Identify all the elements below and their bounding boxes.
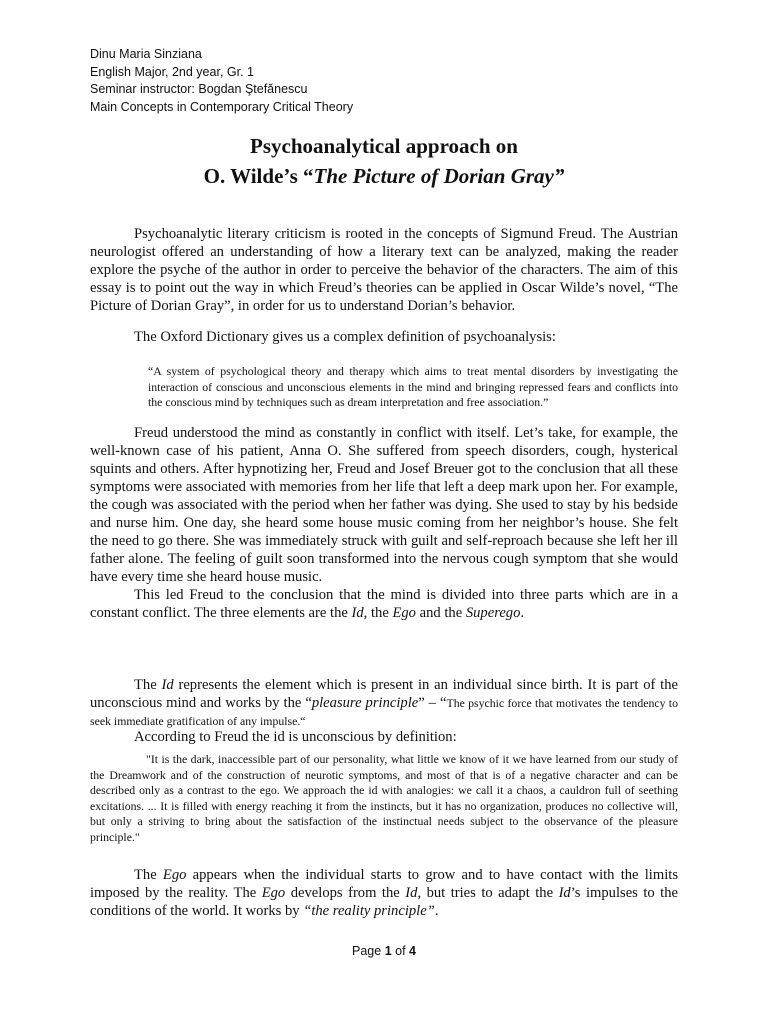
text-run: ” – “: [418, 695, 447, 711]
paragraph-anna-o: [90, 424, 678, 586]
text-run: , but tries to adapt the: [417, 885, 559, 901]
title-book-name: The Picture of Dorian Gray”: [313, 164, 565, 188]
page-footer: [0, 944, 768, 958]
course-subject: Main Concepts in Contemporary Critical Theory: [90, 99, 354, 114]
page-label: Page: [352, 944, 385, 958]
term-ego: Ego: [162, 867, 187, 883]
paragraph-anna-o-text: Freud understood the mind as constantly in conflict with itself. Let’s take, for example, the well-known case of his patient, Anna O. She suffered from speech disorders, cough, hysterical squints and others. After hypnotizing her, Freud and Josef Breuer got to the conclusion that all these symptoms were associated with memories from her life that left a deep mark upon her. For example, the cough was associated with the period when her father was dying. She used to stay by his bedside and nurse him. One day, she heard some house music coming from her neighbor’s house. She felt the need to go there. She was immediately struck with guilt and self-reproach because she left her ill father alone. The feeling of guilt soon transformed into the nervous cough symptom that she would have every time she heard house music.: [90, 425, 678, 585]
text-run: .: [520, 605, 525, 621]
oxford-definition-quote: “A system of psychological theory and therapy which aims to treat mental disorders by investigating the interaction of conscious and unconscious elements in the mind and bringing repressed fears and conflicts into the conscious mind by techniques such as dream interpretation and free association.”: [148, 364, 678, 410]
text-run: .: [434, 903, 439, 919]
term-ego: Ego: [392, 605, 416, 621]
paragraph-intro: [90, 225, 678, 315]
text-run: and the: [415, 605, 466, 621]
text-run: , the: [363, 605, 393, 621]
term-id: Id: [405, 885, 418, 901]
paragraph-id: [90, 676, 678, 730]
paragraph-three-elements-text: [90, 586, 678, 622]
paragraph-freud-id-text: According to Freud the id is unconscious by definition:: [134, 729, 457, 745]
paragraph-ego-text: [90, 866, 678, 920]
document-header: [90, 46, 353, 116]
text-run: The: [134, 677, 162, 693]
paragraph-id-text: [90, 676, 678, 730]
paragraph-freud-id: [90, 728, 678, 746]
paragraph-three-elements: [90, 586, 678, 622]
paragraph-oxford: [90, 328, 678, 346]
paragraph-oxford-text: The Oxford Dictionary gives us a complex definition of psychoanalysis:: [134, 329, 556, 345]
page-of-label: of: [391, 944, 410, 958]
term-id: Id: [351, 605, 364, 621]
page-number-total: 4: [409, 944, 416, 958]
essay-title-line-1: Psychoanalytical approach on: [250, 134, 518, 158]
paragraph-ego: [90, 866, 678, 920]
author-name: Dinu Maria Sinziana: [90, 47, 202, 61]
pleasure-principle-definition: The psychic force that motivates the tendency to seek immediate gratification of any impulse.“: [90, 696, 678, 728]
title-prefix: O. Wilde’s “: [203, 164, 314, 188]
page-number-current: 1: [384, 944, 392, 958]
term-pleasure-principle: pleasure principle: [311, 695, 419, 711]
paragraph-intro-text: Psychoanalytic literary criticism is rooted in the concepts of Sigmund Freud. The Austrian neurologist offered an understanding of how a literary text can be analyzed, making the reader explore the psyche of the author in order to perceive the behavior of the characters. The aim of this essay is to point out the way in which Freud’s theories can be applied in Oscar Wilde’s novel, “The Picture of Dorian Gray”, in order for us to understand Dorian’s behavior.: [90, 226, 678, 314]
course-info: English Major, 2nd year, Gr. 1: [90, 64, 254, 79]
essay-title-line-2: [0, 162, 768, 190]
text-run: The: [134, 867, 163, 883]
text-run: ’s impulses to the conditions of the world. It works by: [90, 885, 678, 919]
seminar-instructor: Seminar instructor: Bogdan Ştefănescu: [90, 82, 308, 96]
term-reality-principle: “the reality principle”: [303, 903, 435, 919]
term-id: Id: [161, 677, 174, 693]
term-id: Id: [558, 885, 571, 901]
term-superego: Superego: [465, 605, 521, 621]
text-run: This led Freud to the conclusion that the mind is divided into three parts which are in a constant conflict. The three elements are the: [90, 587, 678, 621]
freud-id-quote: "It is the dark, inaccessible part of our personality, what little we know of it we have learned from our study of the Dreamwork and of the construction of neurotic symptoms, and most of that is of a negative character and can be described only as a contrast to the ego. We approach the id with analogies: we call it a chaos, a cauldron full of seething excitations. ... It is filled with energy reaching it from the instincts, but it has no organization, produces no collective will, but only a striving to bring about the satisfaction of the instinctual needs subject to the observance of the pleasure principle.": [90, 752, 678, 844]
text-run: represents the element which is present in an individual since birth. It is part of the unconscious mind and works by the “: [90, 677, 679, 711]
text-run: develops from the: [285, 885, 406, 901]
text-run: appears when the individual starts to grow and to have contact with the limits imposed by the reality. The: [90, 867, 678, 901]
term-ego: Ego: [261, 885, 286, 901]
